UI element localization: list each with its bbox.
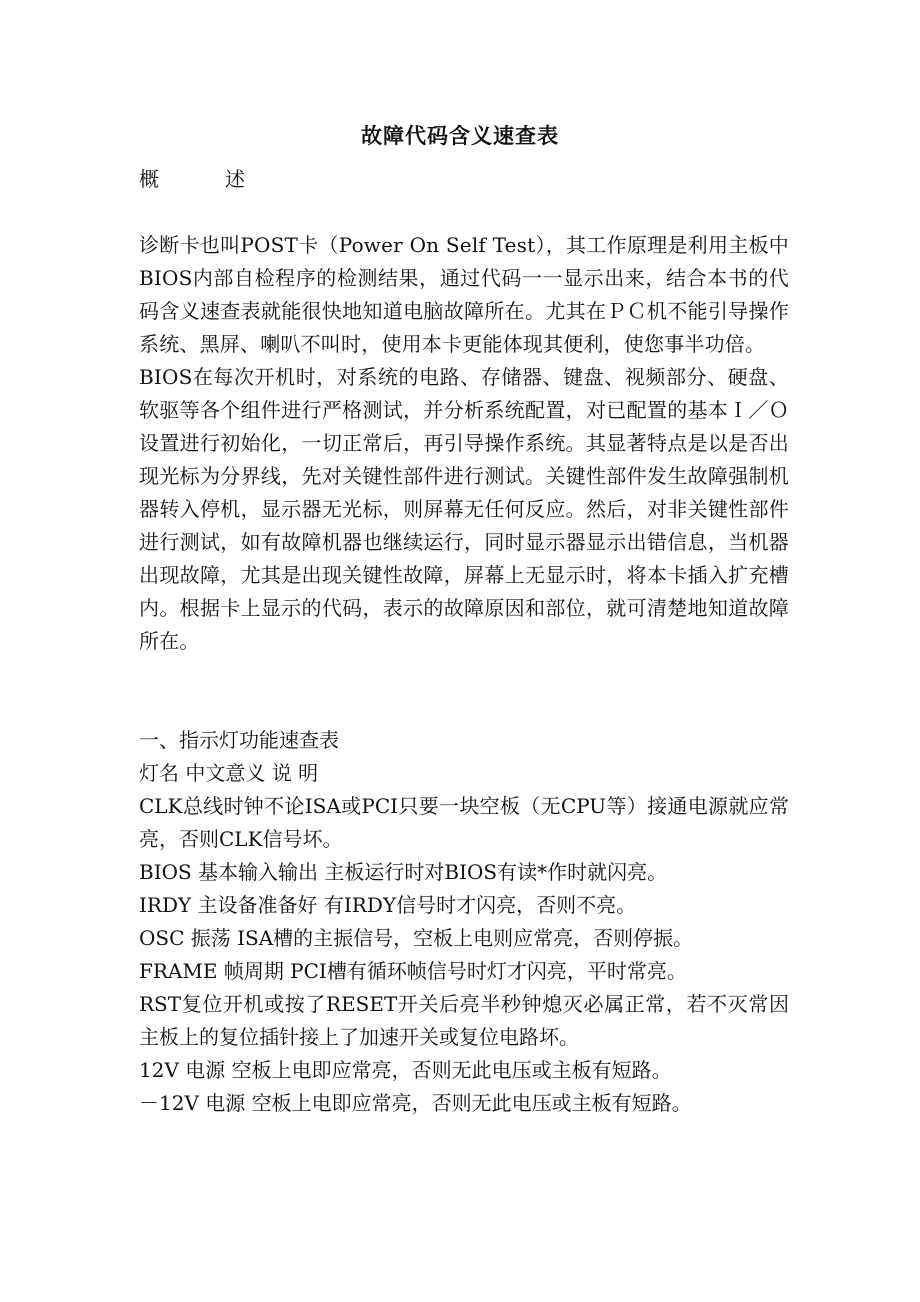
indicator-line-clk: CLK总线时钟不论ISA或PCI只要一块空板（无CPU等）接通电源就应常亮，否则CLK信号坏。 bbox=[139, 794, 789, 851]
indicator-line-bios: BIOS 基本输入输出 主板运行时对BIOS有读*作时就闪亮。 bbox=[139, 860, 668, 884]
document-body bbox=[139, 163, 789, 1120]
indicator-line-rst: RST复位开机或按了RESET开关后亮半秒钟熄灭必属正常，若不灭常因主板上的复位插针接上了加速开关或复位电路坏。 bbox=[139, 992, 789, 1049]
indicator-line-irdy: IRDY 主设备准备好 有IRDY信号时才闪亮，否则不亮。 bbox=[139, 893, 637, 917]
indicator-line-frame: FRAME 帧周期 PCI槽有循环帧信号时灯才闪亮，平时常亮。 bbox=[139, 959, 687, 983]
intro-paragraph: 诊断卡也叫POST卡（Power On Self Test），其工作原理是利用主板中BIOS内部自检程序的检测结果，通过代码一一显示出来，结合本书的代码含义速查表就能很快地知道电脑故障所在。尤其在ＰＣ机不能引导操作系统、黑屏、喇叭不叫时，使用本卡更能体现其便利，使您事半功倍。 bbox=[139, 233, 789, 356]
bios-paragraph: BIOS在每次开机时，对系统的电路、存储器、键盘、视频部分、硬盘、软驱等各个组件进行严格测试，并分析系统配置，对已配置的基本Ｉ／Ｏ设置进行初始化，一切正常后，再引导操作系统。其显著特点是以是否出现光标为分界线，先对关键性部件进行测试。关键性部件发生故障强制机器转入停机，显示器无光标，则屏幕无任何反应。然后，对非关键性部件进行测试，如有故障机器也继续运行，同时显示器显示出错信息，当机器出现故障，尤其是出现关键性故障，屏幕上无显示时，将本卡插入扩充槽内。根据卡上显示的代码，表示的故障原因和部位，就可清楚地知道故障所在。 bbox=[139, 365, 789, 653]
section-title: 一、指示灯功能速查表 bbox=[139, 728, 339, 752]
document-title: 故障代码含义速查表 bbox=[361, 123, 559, 148]
table-header: 灯名 中文意义 说 明 bbox=[139, 761, 319, 785]
overview-label-left: 概 bbox=[139, 167, 159, 191]
overview-label-right: 述 bbox=[225, 167, 245, 191]
overview-heading bbox=[139, 163, 789, 196]
indicator-line-12v: 12V 电源 空板上电即应常亮，否则无此电压或主板有短路。 bbox=[139, 1058, 672, 1082]
section-spacer bbox=[139, 658, 789, 724]
indicator-line-osc: OSC 振荡 ISA槽的主振信号，空板上电则应常亮，否则停振。 bbox=[139, 926, 694, 950]
indicator-line-neg12v: －12V 电源 空板上电即应常亮，否则无此电压或主板有短路。 bbox=[139, 1091, 692, 1115]
